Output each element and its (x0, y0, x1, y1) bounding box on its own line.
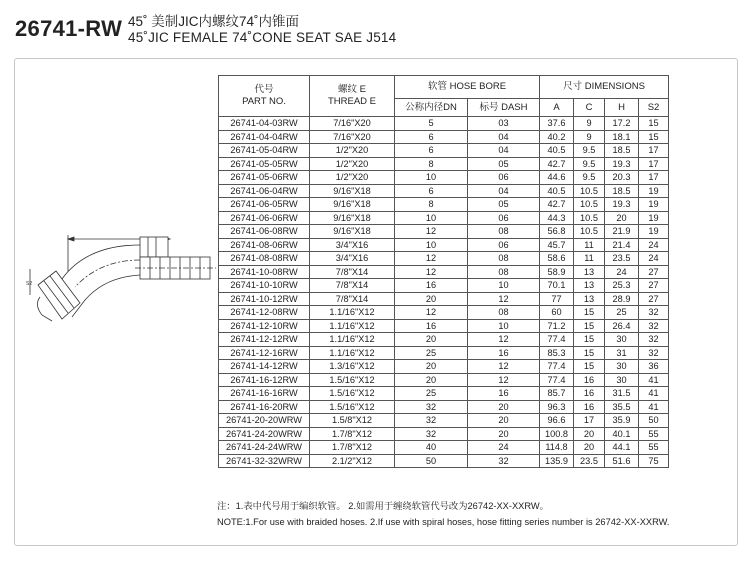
part-no-cn-label: 代号 (254, 84, 274, 95)
table-cell: 25 (605, 306, 639, 320)
notes-block (217, 498, 669, 530)
table-cell: 41 (639, 387, 669, 401)
table-cell: 24 (468, 441, 540, 455)
table-cell: 19.3 (605, 157, 639, 171)
table-cell: 55 (639, 427, 669, 441)
table-cell: 23.5 (605, 252, 639, 266)
table-cell: 9.5 (574, 171, 605, 185)
table-cell: 70.1 (540, 279, 574, 293)
table-row (219, 360, 669, 374)
table-cell: 25.3 (605, 279, 639, 293)
table-cell: 06 (468, 171, 540, 185)
table-cell: 30 (605, 373, 639, 387)
table-cell: 1/2"X20 (310, 157, 395, 171)
table-cell: 31 (605, 346, 639, 360)
table-row (219, 265, 669, 279)
table-cell: 85.3 (540, 346, 574, 360)
table-cell: 32 (395, 400, 468, 414)
title-english: 45˚JIC FEMALE 74˚CONE SEAT SAE J514 (128, 30, 397, 45)
table-row (219, 279, 669, 293)
table-row (219, 211, 669, 225)
table-cell: 26741-06-05RW (219, 198, 310, 212)
fitting-drawing (20, 215, 220, 355)
col-header-h: H (605, 99, 639, 117)
table-cell: 6 (395, 130, 468, 144)
table-cell: 6 (395, 144, 468, 158)
table-cell: 21.9 (605, 225, 639, 239)
table-cell: 36 (639, 360, 669, 374)
table-row (219, 252, 669, 266)
table-cell: 10.5 (574, 184, 605, 198)
part-number-heading: 26741-RW (15, 16, 123, 41)
table-cell: 1.1/16"X12 (310, 306, 395, 320)
table-cell: 40.5 (540, 184, 574, 198)
table-cell: 10 (468, 319, 540, 333)
table-cell: 3/4"X16 (310, 252, 395, 266)
table-cell: 51.6 (605, 454, 639, 468)
table-cell: 25 (395, 346, 468, 360)
table-cell: 32 (639, 306, 669, 320)
table-cell: 26741-06-08RW (219, 225, 310, 239)
table-cell: 20.3 (605, 171, 639, 185)
table-cell: 12 (395, 252, 468, 266)
table-cell: 85.7 (540, 387, 574, 401)
table-cell: 77.4 (540, 373, 574, 387)
table-cell: 1.5/16"X12 (310, 373, 395, 387)
table-cell: 77.4 (540, 360, 574, 374)
table-cell: 40 (395, 441, 468, 455)
thread-en-label: THREAD E (327, 96, 377, 107)
table-cell: 42.7 (540, 198, 574, 212)
table-cell: 58.6 (540, 252, 574, 266)
col-header-part-no (219, 76, 310, 117)
table-cell: 19 (639, 211, 669, 225)
title-chinese: 45˚ 美制JIC内螺纹74˚内锥面 (128, 14, 300, 29)
table-cell: 77 (540, 292, 574, 306)
note-english: NOTE:1.For use with braided hoses. 2.If use with spiral hoses, hose fitting series number is 26742-XX-XXRW. (217, 517, 670, 527)
table-cell: 1.1/16"X12 (310, 333, 395, 347)
table-cell: 1.1/16"X12 (310, 319, 395, 333)
table-cell: 08 (468, 252, 540, 266)
table-row (219, 441, 669, 455)
table-body (219, 117, 669, 468)
table-cell: 17 (639, 144, 669, 158)
table-cell: 44.1 (605, 441, 639, 455)
table-cell: 10.5 (574, 225, 605, 239)
table-cell: 04 (468, 144, 540, 158)
table-cell: 16 (395, 279, 468, 293)
table-cell: 40.1 (605, 427, 639, 441)
table-cell: 9/16"X18 (310, 184, 395, 198)
table-cell: 27 (639, 279, 669, 293)
table-cell: 26741-06-06RW (219, 211, 310, 225)
table-cell: 41 (639, 400, 669, 414)
svg-text:S2: S2 (26, 281, 33, 287)
table-cell: 20 (395, 373, 468, 387)
table-cell: 17.2 (605, 117, 639, 131)
table-cell: 10 (395, 171, 468, 185)
table-cell: 35.9 (605, 414, 639, 428)
table-cell: 1.5/16"X12 (310, 400, 395, 414)
table-cell: 42.7 (540, 157, 574, 171)
table-cell: 7/8"X14 (310, 279, 395, 293)
table-row (219, 346, 669, 360)
table-cell: 9 (574, 117, 605, 131)
table-cell: 41 (639, 373, 669, 387)
table-cell: 08 (468, 306, 540, 320)
table-cell: 20 (395, 333, 468, 347)
table-cell: 12 (395, 306, 468, 320)
table-cell: 26741-10-12RW (219, 292, 310, 306)
table-cell: 05 (468, 157, 540, 171)
table-cell: 11 (574, 238, 605, 252)
table-cell: 18.5 (605, 184, 639, 198)
table-cell: 26741-04-03RW (219, 117, 310, 131)
table-cell: 19 (639, 225, 669, 239)
col-header-dn: 公称内径DN (395, 99, 468, 117)
table-cell: 32 (639, 333, 669, 347)
col-header-s2: S2 (639, 99, 669, 117)
table-cell: 16 (468, 387, 540, 401)
table-cell: 13 (574, 265, 605, 279)
table-cell: 04 (468, 130, 540, 144)
table-cell: 7/8"X14 (310, 265, 395, 279)
table-cell: 05 (468, 198, 540, 212)
table-cell: 1.1/16"X12 (310, 346, 395, 360)
table-cell: 2.1/2"X12 (310, 454, 395, 468)
table-cell: 17 (574, 414, 605, 428)
dimensions-table (218, 75, 669, 468)
table-row (219, 117, 669, 131)
table-cell: 26741-24-20WRW (219, 427, 310, 441)
col-header-c: C (574, 99, 605, 117)
table-row (219, 198, 669, 212)
table-cell: 44.3 (540, 211, 574, 225)
table-cell: 35.5 (605, 400, 639, 414)
table-cell: 26741-12-08RW (219, 306, 310, 320)
table-row (219, 225, 669, 239)
part-no-en-label: PART NO. (242, 96, 286, 107)
table-cell: 26741-05-04RW (219, 144, 310, 158)
table-row (219, 387, 669, 401)
table-cell: 32 (395, 414, 468, 428)
table-cell: 26741-32-32WRW (219, 454, 310, 468)
thread-cn-label: 螺纹 E (338, 84, 366, 95)
table-cell: 16 (574, 373, 605, 387)
table-cell: 19.3 (605, 198, 639, 212)
table-cell: 18.1 (605, 130, 639, 144)
table-cell: 114.8 (540, 441, 574, 455)
table-cell: 26741-12-10RW (219, 319, 310, 333)
table-cell: 12 (395, 225, 468, 239)
table-cell: 1/2"X20 (310, 144, 395, 158)
table-cell: 20 (395, 292, 468, 306)
table-cell: 27 (639, 265, 669, 279)
table-cell: 96.3 (540, 400, 574, 414)
table-cell: 40.5 (540, 144, 574, 158)
table-cell: 26741-04-04RW (219, 130, 310, 144)
table-cell: 31.5 (605, 387, 639, 401)
table-cell: 26741-14-12RW (219, 360, 310, 374)
table-row (219, 333, 669, 347)
table-cell: 27 (639, 292, 669, 306)
table-row (219, 238, 669, 252)
table-cell: 26741-06-04RW (219, 184, 310, 198)
table-cell: 55 (639, 441, 669, 455)
table-cell: 17 (639, 157, 669, 171)
table-cell: 11 (574, 252, 605, 266)
table-row (219, 292, 669, 306)
table-cell: 32 (468, 454, 540, 468)
table-cell: 32 (639, 346, 669, 360)
table-cell: 8 (395, 198, 468, 212)
table-cell: 06 (468, 211, 540, 225)
table-cell: 24 (639, 252, 669, 266)
table-cell: 10 (395, 211, 468, 225)
table-cell: 96.6 (540, 414, 574, 428)
table-cell: 1.5/16"X12 (310, 387, 395, 401)
table-cell: 15 (639, 130, 669, 144)
table-cell: 26741-20-20WRW (219, 414, 310, 428)
table-cell: 15 (639, 117, 669, 131)
table-cell: 9/16"X18 (310, 211, 395, 225)
table-cell: 20 (605, 211, 639, 225)
table-cell: 6 (395, 184, 468, 198)
table-cell: 12 (468, 333, 540, 347)
table-cell: 15 (574, 319, 605, 333)
table-cell: 8 (395, 157, 468, 171)
table-cell: 3/4"X16 (310, 238, 395, 252)
table-cell: 26741-16-16RW (219, 387, 310, 401)
table-row (219, 184, 669, 198)
table-cell: 9/16"X18 (310, 198, 395, 212)
table-cell: 50 (395, 454, 468, 468)
table-row (219, 144, 669, 158)
table-cell: 56.8 (540, 225, 574, 239)
table-cell: 15 (574, 360, 605, 374)
table-row (219, 319, 669, 333)
table-cell: 20 (395, 360, 468, 374)
table-row (219, 414, 669, 428)
table-cell: 9 (574, 130, 605, 144)
table-cell: 10.5 (574, 198, 605, 212)
table-cell: 26741-16-20RW (219, 400, 310, 414)
table-cell: 5 (395, 117, 468, 131)
table-cell: 20 (574, 427, 605, 441)
table-cell: 1.7/8"X12 (310, 441, 395, 455)
table-cell: 04 (468, 184, 540, 198)
table-cell: 26.4 (605, 319, 639, 333)
table-cell: 26741-05-05RW (219, 157, 310, 171)
table-cell: 75 (639, 454, 669, 468)
table-cell: 135.9 (540, 454, 574, 468)
table-cell: 18.5 (605, 144, 639, 158)
table-cell: 9/16"X18 (310, 225, 395, 239)
table-cell: 44.6 (540, 171, 574, 185)
table-cell: 26741-12-16RW (219, 346, 310, 360)
table-cell: 08 (468, 265, 540, 279)
table-cell: 16 (574, 387, 605, 401)
table-cell: 10.5 (574, 211, 605, 225)
table-row (219, 427, 669, 441)
col-header-dimensions: 尺寸 DIMENSIONS (540, 76, 669, 99)
table-cell: 10 (395, 238, 468, 252)
col-header-dash: 标号 DASH (468, 99, 540, 117)
table-cell: 03 (468, 117, 540, 131)
table-cell: 26741-05-06RW (219, 171, 310, 185)
table-cell: 37.6 (540, 117, 574, 131)
table-cell: 26741-24-24WRW (219, 441, 310, 455)
note-chinese: 注：1.表中代号用于编织软管。 2.如需用于缠绕软管代号改为26742-XX-XXRW。 (217, 501, 549, 511)
table-cell: 13 (574, 292, 605, 306)
table-cell: 60 (540, 306, 574, 320)
table-cell: 26741-12-12RW (219, 333, 310, 347)
table-cell: 24 (605, 265, 639, 279)
table-cell: 9.5 (574, 144, 605, 158)
table-cell: 17 (639, 171, 669, 185)
table-cell: 10 (468, 279, 540, 293)
table-cell: 24 (639, 238, 669, 252)
table-row (219, 171, 669, 185)
table-cell: 30 (605, 360, 639, 374)
table-cell: 7/16"X20 (310, 130, 395, 144)
table-row (219, 157, 669, 171)
table-cell: 16 (574, 400, 605, 414)
table-cell: 19 (639, 184, 669, 198)
col-header-a: A (540, 99, 574, 117)
table-row (219, 454, 669, 468)
table-cell: 21.4 (605, 238, 639, 252)
table-cell: 15 (574, 346, 605, 360)
table-cell: 12 (468, 373, 540, 387)
table-cell: 26741-16-12RW (219, 373, 310, 387)
table-cell: 1.5/8"X12 (310, 414, 395, 428)
table-cell: 20 (468, 427, 540, 441)
table-cell: 100.8 (540, 427, 574, 441)
table-cell: 40.2 (540, 130, 574, 144)
table-cell: 06 (468, 238, 540, 252)
table-cell: 20 (468, 400, 540, 414)
table-cell: 26741-08-06RW (219, 238, 310, 252)
col-header-hose-bore: 软管 HOSE BORE (395, 76, 540, 99)
table-cell: 7/8"X14 (310, 292, 395, 306)
table-cell: 08 (468, 225, 540, 239)
table-cell: 32 (639, 319, 669, 333)
table-cell: 71.2 (540, 319, 574, 333)
table-cell: 12 (468, 292, 540, 306)
table-row (219, 306, 669, 320)
table-cell: 16 (468, 346, 540, 360)
table-row (219, 400, 669, 414)
table-cell: 1.3/16"X12 (310, 360, 395, 374)
table-row (219, 130, 669, 144)
table-cell: 19 (639, 198, 669, 212)
table-cell: 13 (574, 279, 605, 293)
table-cell: 1/2"X20 (310, 171, 395, 185)
table-cell: 1.7/8"X12 (310, 427, 395, 441)
table-cell: 28.9 (605, 292, 639, 306)
table-cell: 23.5 (574, 454, 605, 468)
table-cell: 26741-10-08RW (219, 265, 310, 279)
table-cell: 45.7 (540, 238, 574, 252)
table-cell: 15 (574, 306, 605, 320)
table-cell: 25 (395, 387, 468, 401)
table-cell: 32 (395, 427, 468, 441)
table-cell: 26741-08-08RW (219, 252, 310, 266)
table-cell: 77.4 (540, 333, 574, 347)
table-cell: 26741-10-10RW (219, 279, 310, 293)
table-cell: 58.9 (540, 265, 574, 279)
table-cell: 12 (468, 360, 540, 374)
col-header-thread (310, 76, 395, 117)
table-cell: 16 (395, 319, 468, 333)
table-cell: 15 (574, 333, 605, 347)
table-cell: 50 (639, 414, 669, 428)
table-cell: 30 (605, 333, 639, 347)
table-cell: 12 (395, 265, 468, 279)
table-cell: 20 (574, 441, 605, 455)
table-cell: 20 (468, 414, 540, 428)
table-cell: 7/16"X20 (310, 117, 395, 131)
table-cell: 9.5 (574, 157, 605, 171)
table-row (219, 373, 669, 387)
